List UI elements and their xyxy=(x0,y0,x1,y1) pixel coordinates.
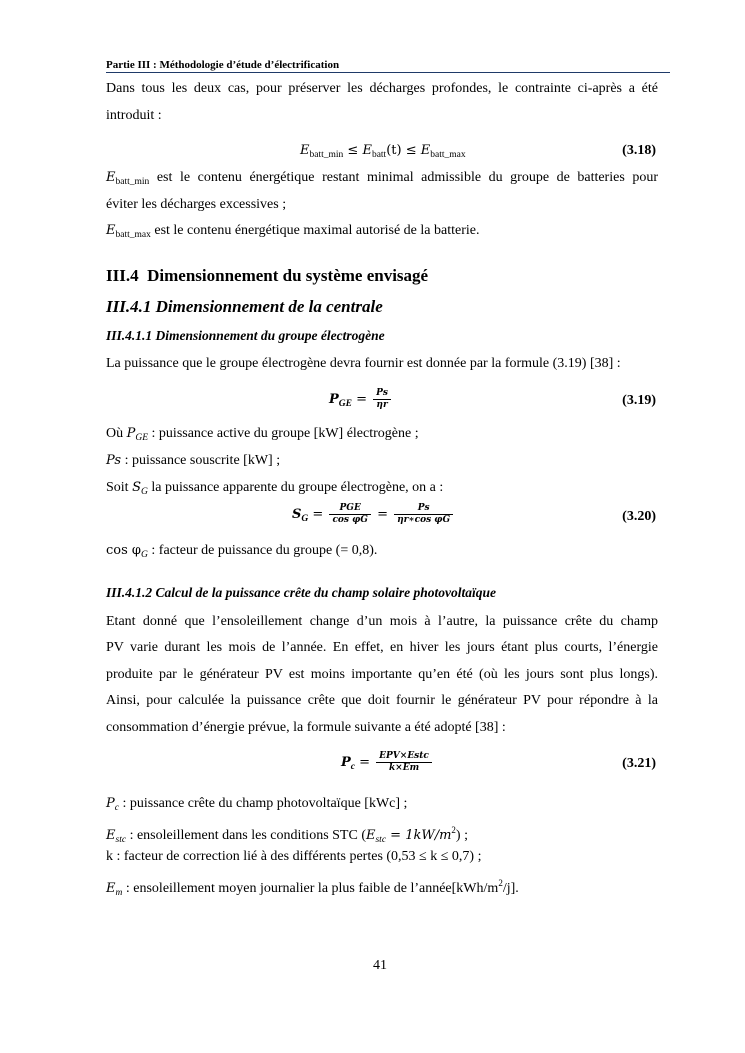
definition-sg: Soit $S_G$ la puissance apparente du groupe électrogène, on a : xyxy=(106,480,444,497)
equation-3-19: $P_{GE}$ = $\frac{Ps}{\eta r}$ xyxy=(329,388,629,411)
running-header: Partie III : Méthodologie d’étude d’électrification xyxy=(106,59,340,71)
paragraph-2-line-1: Etant donné que l’ensoleillement change d’un mois à l’autre, la puissance crête du champ xyxy=(106,614,658,629)
equation-3-18: $E_{batt\_min} \le E_{batt}(t) \le E_{batt\_max}$ xyxy=(300,143,466,160)
definition-em: $E_m$ : ensoleillement moyen journalier la plus faible de $l’année[kWh/m^2/j]$. xyxy=(106,878,519,898)
subsubsection-heading-1: III.4.1.1 Dimensionnement du groupe électrogène xyxy=(106,328,385,343)
paragraph-2-line-3: produite par le générateur PV est moins importante qu’en été (où les jours sont plus longs). xyxy=(106,667,658,682)
paragraph-1: La puissance que le groupe électrogène devra fournir est donnée par la formule (3.19) [38] : xyxy=(106,356,621,371)
definition-ps: Ps : puissance souscrite [kW] ; xyxy=(106,453,281,468)
subsection-heading: III.4.1 Dimensionnement de la centrale xyxy=(106,297,383,316)
paragraph-2-line-5: consommation d’énergie prévue, la formule suivante a été adopté [38] : xyxy=(106,720,506,735)
definition-estc: $E_{stc}$ : ensoleillement dans les conditions STC $(E_{stc} = 1kW/m^2)$ ; xyxy=(106,825,468,845)
definition-cos-phi: $\cos \varphi_G$ : facteur de puissance du groupe (= 0,8). xyxy=(106,543,378,560)
paragraph-2-line-2: PV varie durant les mois de l’année. En effet, en hiver les jours étant plus courts, l’énergie xyxy=(106,640,658,655)
definition-ebatt-max: $E_{batt\_max}$ est le contenu énergétique maximal autorisé de la batterie. xyxy=(106,223,480,240)
definition-k: k : facteur de correction lié à des différents pertes (0,53 ≤ k ≤ 0,7) ; xyxy=(106,849,482,864)
header-rule xyxy=(106,72,670,73)
definition-pge: Où $P_{GE}$ : puissance active du groupe [kW] électrogène ; xyxy=(106,426,419,443)
definition-ebatt-min-cont: éviter les décharges excessives ; xyxy=(106,197,287,212)
paragraph-2-line-4: Ainsi, pour calculée la puissance crête que doit fournir le générateur PV pour répondre à la xyxy=(106,693,658,708)
section-heading: III.4 Dimensionnement du système envisagé xyxy=(106,266,429,285)
page-number: 41 xyxy=(373,958,387,973)
intro-line-2: introduit : xyxy=(106,108,162,123)
equation-3-20: $S_G$ = $\frac{\text{PGE}}{\text{cos φG}}$ = $\frac{Ps}{\text{ηr∗cos φG}}$ xyxy=(292,503,592,526)
equation-3-21: $P_c$ = $\frac{\text{EPV×Estc}}{k\times Em}$ xyxy=(341,751,641,774)
intro-line-1: Dans tous les deux cas, pour préserver les décharges profondes, le contrainte ci-après a été xyxy=(106,81,658,96)
equation-number-3-20: (3.20) xyxy=(622,509,656,524)
subsubsection-heading-2: III.4.1.2 Calcul de la puissance crête du champ solaire photovoltaïque xyxy=(106,585,497,600)
definition-ebatt-min: $E_{batt\_min}$ est le contenu énergétique restant minimal admissible du groupe de batteries pour xyxy=(106,170,658,187)
definition-pc: $P_c$ : puissance crête du champ photovoltaïque [kWc] ; xyxy=(106,796,408,813)
equation-number-3-18: (3.18) xyxy=(622,143,656,158)
equation-number-3-21: (3.21) xyxy=(622,756,656,771)
equation-number-3-19: (3.19) xyxy=(622,393,656,408)
